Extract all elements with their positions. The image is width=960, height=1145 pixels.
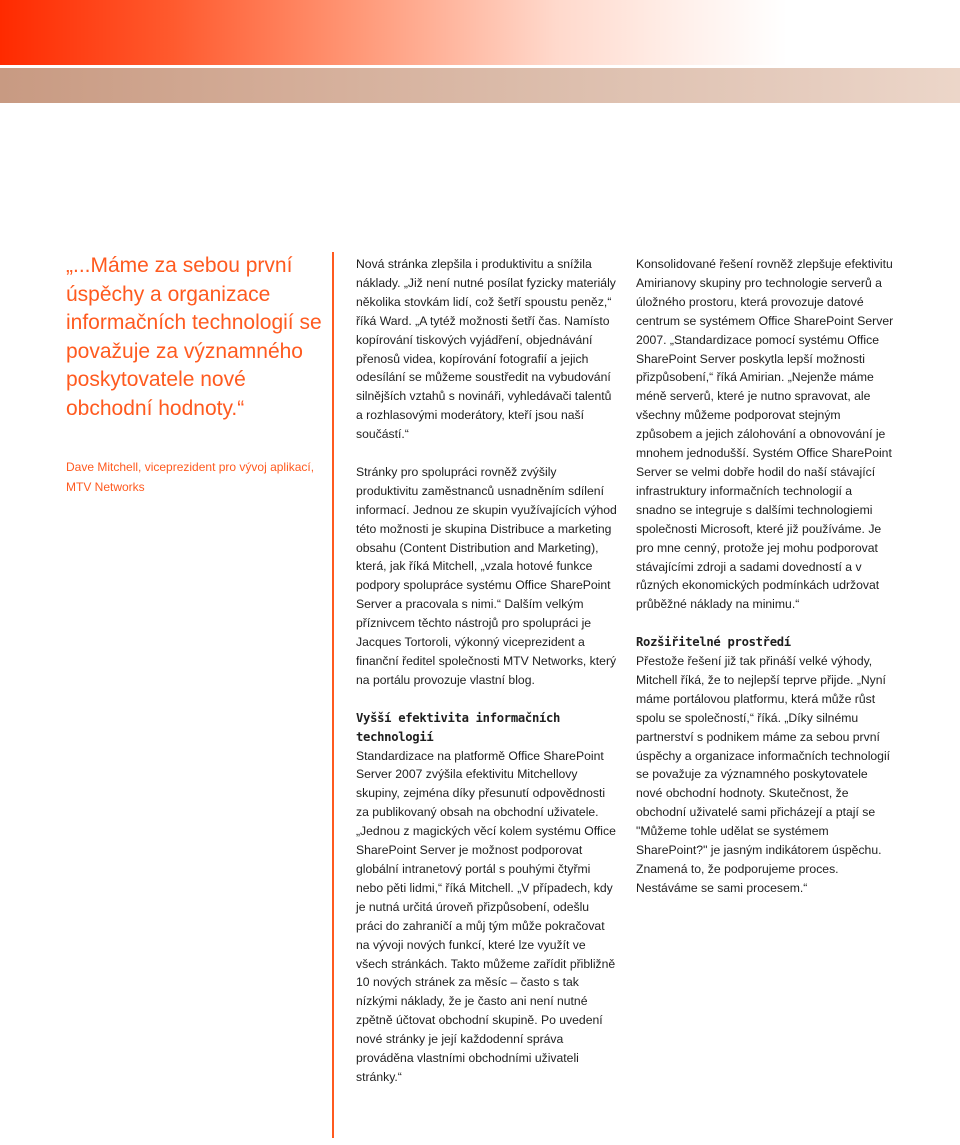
header-accent-band [0,0,960,65]
section-heading: Vyšší efektivita informačních technologií [356,710,561,744]
body-paragraph: Přestože řešení již tak přináší velké výhody, Mitchell říká, že to nejlepší teprve přijde. „Nyní máme portálovou platformu, která může růst spolu se společností,“ říká. „Díky silnému partnerství s podnikem máme za sebou první úspěchy a organizace informačních technologií se považuje za významného poskytovatele nové obchodní hodnoty. Skutečnost, že obchodní uživatelé sami přicházejí a ptají se "Můžeme tohle udělat se systémem SharePoint?" je jasným indikátorem úspěchu. Znamená to, že podporujeme proces. Nestáváme se sami procesem.“ [636,654,891,895]
quote-attribution: Dave Mitchell, viceprezident pro vývoj aplikací, MTV Networks [66,460,315,494]
pull-quote: „...Máme za sebou první úspěchy a organizace informačních technologií se považuje za významného poskytovatele nové obchodní hodnoty.“ [66,254,322,420]
body-paragraph: Konsolidované řešení rovněž zlepšuje efektivitu Amirianovy skupiny pro technologie serverů a úložného prostoru, která provozuje datové centrum se systémem Office SharePoint Server 2007. „Standardizace pomocí systému Office SharePoint Server poskytla lepší možnosti přizpůsobení,“ říká Amirian. „Nejenže máme méně serverů, které je nutno spravovat, ale všechny můžeme podporovat stejným způsobem a jejich zálohování a obnovování je mnohem jednodušší. Systém Office SharePoint Server se velmi dobře hodil do naší stávající infrastruktury informačních technologií a snadno se integruje s dalšími technologiemi společnosti Microsoft, které již používáme. Je pro mne cenný, protože jej mohu podporovat stávajícími zdroji a sadami dovedností a v různých ekonomických podmínkách udržovat průběžné náklady na minimu.“ [636,257,894,612]
column-divider [332,252,334,1138]
header-secondary-band [0,68,960,103]
body-paragraph: Stránky pro spolupráci rovněž zvýšily produktivitu zaměstnanců usnadněním sdílení informací. Jednou ze skupin využívajících výhod této možnosti je skupina Distribuce a marketing obsahu (Content Distribution and Marketing), která, jak říká Mitchell, „vzala hotové funkce podpory spolupráce systému Office SharePoint Server a pracovala s nimi.“ Dalším velkým příznivcem těchto nástrojů pro spolupráci je Jacques Tortoroli, výkonný viceprezident a finanční ředitel společnosti MTV Networks, který na portálu provozuje vlastní blog. [356,464,617,687]
article-column-right [636,255,894,917]
article-column-middle [356,255,618,1106]
body-paragraph: Standardizace na platformě Office SharePoint Server 2007 zvýšila efektivitu Mitchellovy skupiny, zejména díky přesunutí odpovědnosti za publikovaný obsah na obchodní uživatele. „Jednou z magických věcí kolem systému Office SharePoint Server je možnost podporovat globální intranetový portál s pouhými čtyřmi nebo pěti lidmi,“ říká Mitchell. „V případech, kdy je nutná určitá úroveň přizpůsobení, odešlu práci do zahraničí a můj tým může pokračovat na vývoji nových funkcí, které lze využít ve všech stránkách. Takto můžeme zařídit přibližně 10 nových stránek za měsíc – často s tak nízkými náklady, že je často ani není nutné zpětně účtovat obchodní skupině. Po uvedení nové stránky je její každodenní správa prováděna vlastními obchodními uživateli stránky.“ [356,748,616,1084]
body-paragraph: Nová stránka zlepšila i produktivitu a snížila náklady. „Již není nutné posílat fyzicky materiály několika stovkám lidí, což šetří spoustu peněz,“ říká Ward. „A tytéž možnosti šetří čas. Namísto kopírování tiskových vyjádření, objednávání přenosů videa, kopírování fotografií a jejich odesílání se můžeme soustředit na vybudování silnějších vztahů s novináři, vyhledávači talentů a rozhlasovými moderátory, kteří jsou naší součástí.“ [356,257,616,442]
section-heading: Rozšiřitelné prostředí [636,635,791,650]
